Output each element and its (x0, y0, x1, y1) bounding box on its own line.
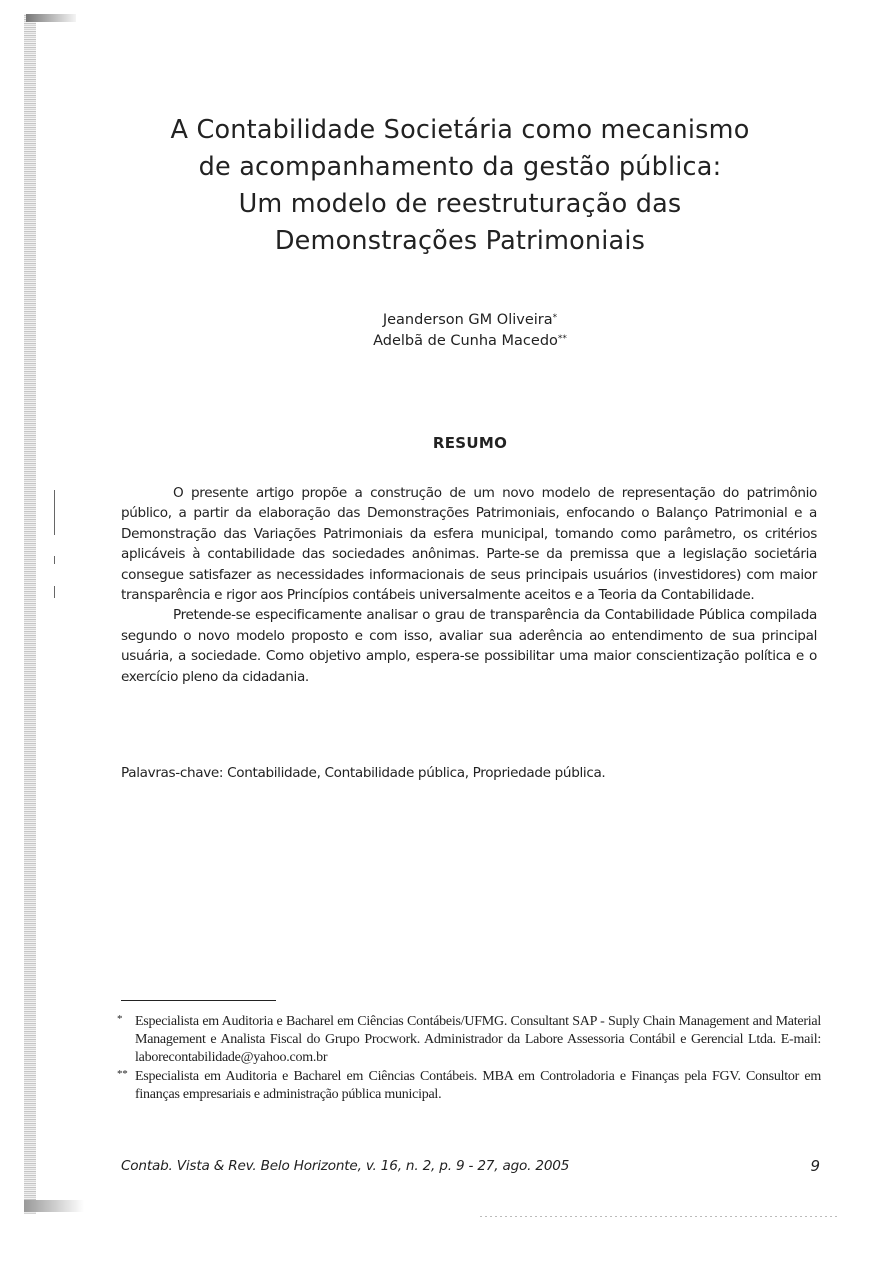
abstract-paragraph: Pretende-se especificamente analisar o grau de transparência da Contabilidade Pública compilada segundo o novo modelo proposto e com isso, avaliar sua aderência ao entendimento de sua principal usuária, a sociedade. Como objetivo amplo, espera-se possibilitar uma maior conscientização política e o exercício pleno da cidadania. (121, 607, 817, 685)
footnote-divider (121, 1000, 276, 1001)
author-name: Adelbã de Cunha Macedo (373, 333, 558, 349)
article-title (100, 112, 820, 260)
margin-mark (54, 586, 55, 598)
footnote (117, 1068, 821, 1104)
title-line: A Contabilidade Societária como mecanismo (170, 115, 750, 145)
footnote-text: Especialista em Auditoria e Bacharel em Ciências Contábeis. MBA em Controladoria e Finanças pela FGV. Consultor em finanças empresariais e administração pública municipal. (135, 1068, 821, 1102)
footnote-marker: ** (557, 334, 567, 344)
keywords (121, 765, 821, 781)
author-list (300, 310, 640, 352)
scan-bottom-line (480, 1216, 840, 1217)
footnote-marker: ** (117, 1067, 128, 1080)
footnote (117, 1013, 821, 1068)
margin-mark (54, 490, 55, 535)
scan-corner-top (26, 14, 76, 22)
margin-mark (54, 556, 55, 564)
footnote-text: Especialista em Auditoria e Bacharel em Ciências Contábeis/UFMG. Consultant SAP - Suply Chain Management and Material Management e Analista Fiscal do Grupo Procwork. Administrador da Labore Assessoria Contábil e Gerencial Ltda. E-mail: laborecontabilidade@yahoo.com.br (135, 1014, 821, 1066)
keywords-text: Contabilidade, Contabilidade pública, Propriedade pública. (227, 765, 606, 781)
running-footer: Contab. Vista & Rev. Belo Horizonte, v. 16, n. 2, p. 9 - 27, ago. 2005 (121, 1158, 570, 1174)
scan-corner-bottom (24, 1200, 84, 1212)
keywords-label: Palavras-chave: (121, 765, 224, 781)
author (300, 331, 640, 352)
scan-edge-shadow (24, 14, 36, 1214)
title-line: Demonstrações Patrimoniais (274, 226, 646, 256)
abstract-heading: RESUMO (432, 434, 508, 452)
abstract-body (121, 483, 817, 687)
title-line: Um modelo de reestruturação das (238, 189, 682, 219)
author (300, 310, 640, 331)
abstract-paragraph: O presente artigo propõe a construção de um novo modelo de representação do patrimônio público, a partir da elaboração das Demonstrações Patrimoniais, enfocando o Balanço Patrimonial e a Demonstração das Variações Patrimoniais da esfera municipal, tomando como parâmetro, os critérios aplicáveis à contabilidade das sociedades anônimas. Parte-se da premissa que a legislação societária consegue satisfazer as necessidades informacionais de seus principais usuários (investidores) com maior transparência e rigor aos Princípios contábeis universalmente aceitos e a Teoria da Contabilidade. (121, 485, 817, 604)
footnote-marker: * (117, 1013, 123, 1025)
title-line: de acompanhamento da gestão pública: (198, 152, 722, 182)
page-number: 9 (810, 1157, 820, 1175)
footnotes (117, 1013, 821, 1104)
author-name: Jeanderson GM Oliveira (382, 312, 553, 328)
footnote-marker: * (552, 313, 558, 323)
